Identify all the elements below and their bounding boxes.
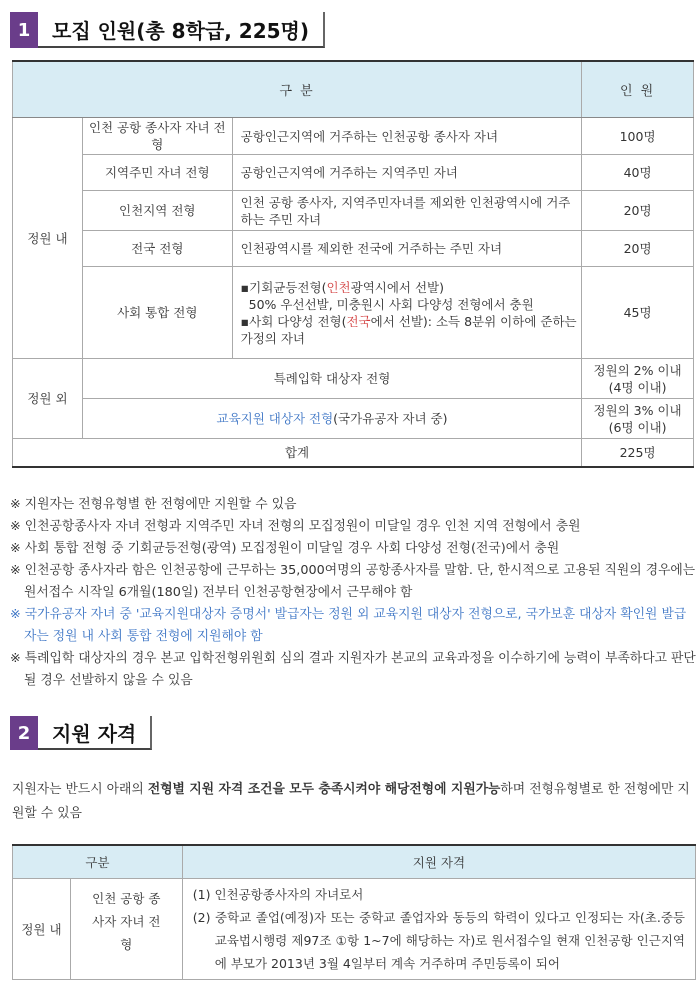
section-title: 모집 인원(총 8학급, 225명) (38, 12, 325, 48)
quota-table (12, 60, 694, 468)
count-cell: 20명 (582, 231, 694, 267)
qualification-table (12, 844, 696, 980)
table-row (13, 359, 694, 399)
desc-cell: 인천 공항 종사자, 지역주민자녀를 제외한 인천광역시에 거주하는 주민 자녀 (232, 191, 581, 231)
note-item: ※ 특례입학 대상자의 경우 본교 입학전형위원회 심의 결과 지원자가 본교의 교육과정을 이수하기에 능력이 부족하다고 판단될 경우 선발하지 않을 수 있음 (10, 651, 696, 688)
group-cell: 정원 내 (13, 879, 71, 980)
note-item: ※ 인천공항종사자 자녀 전형과 지역주민 자녀 전형의 모집정원이 미달일 경우 인천 지역 전형에서 충원 (10, 519, 581, 534)
section-number: 2 (10, 716, 38, 750)
social-line-3: ▪사회 다양성 전형(전국에서 선발): 소득 8분위 이하에 준하는 가정의 자녀 (240, 313, 577, 346)
count-cell: 정원의 3% 이내 (6명 이내) (582, 399, 694, 439)
social-line-2: 50% 우선선발, 미충원시 사회 다양성 전형에서 충원 (248, 296, 534, 312)
table-row (13, 399, 694, 439)
type-cell: 지역주민 자녀 전형 (82, 155, 232, 191)
note-item: ※ 국가유공자 자녀 중 '교육지원대상자 증명서' 발급자는 정원 외 교육지원 대상자 전형으로, 국가보훈 대상자 확인원 발급자는 정원 내 사회 통합 전형에 지원해야 함 (10, 607, 687, 644)
section-number: 1 (10, 12, 38, 48)
group-outside: 정원 외 (13, 359, 83, 439)
header-count: 인 원 (582, 61, 694, 118)
group-inside: 정원 내 (13, 118, 83, 359)
count-cell: 40명 (582, 155, 694, 191)
type-cell: 인천지역 전형 (82, 191, 232, 231)
total-label: 합계 (13, 439, 582, 467)
count-cell: 45명 (582, 267, 694, 359)
table-row (13, 191, 694, 231)
table-header-row (13, 61, 694, 118)
table-row (13, 267, 694, 359)
table-row (13, 879, 696, 980)
type-cell: 인천 공항 종사자 자녀 전형 (82, 118, 232, 155)
note-item: ※ 지원자는 전형유형별 한 전형에만 지원할 수 있음 (10, 497, 297, 512)
desc-cell: 공항인근지역에 거주하는 지역주민 자녀 (232, 155, 581, 191)
type-cell: 인천 공항 종사자 자녀 전형 (70, 879, 182, 980)
qualification-cell (182, 879, 695, 980)
count-cell: 20명 (582, 191, 694, 231)
social-line-1: ▪기회균등전형(인천광역시에서 선발) (240, 279, 445, 295)
table-row (13, 231, 694, 267)
qualification-item: (2) 중학교 졸업(예정)자 또는 중학교 졸업자와 동등의 학력이 있다고 인정되는 자(초.중등교육법시행령 제97조 ①항 1~7에 해당하는 자)로 원서접수일 현재 인천공항 인근지역에 부모가 2013년 3월 4일부터 계속 거주하며 주민등록이 되어 (192, 910, 685, 971)
notes-list (10, 494, 698, 692)
social-desc-cell (232, 267, 581, 359)
count-cell: 100명 (582, 118, 694, 155)
intro-paragraph: 지원자는 반드시 아래의 전형별 지원 자격 조건을 모두 충족시켜야 해당전형에 지원가능하며 전형유형별로 한 전형에만 지원할 수 있음 (12, 782, 690, 821)
note-item: ※ 인천공항 종사자라 함은 인천공항에 근무하는 35,000여명의 공항종사자를 말함. 단, 한시적으로 고용된 직원의 경우에는 원서접수 시작일 6개월(180일) 전부터 인천공항현장에서 근무해야 함 (10, 563, 696, 600)
desc-cell: 인천광역시를 제외한 전국에 거주하는 주민 자녀 (232, 231, 581, 267)
section-1-heading (10, 12, 325, 48)
type-cell: 특례입학 대상자 전형 (82, 359, 581, 399)
table-header-row (13, 845, 696, 879)
type-cell: 교육지원 대상자 전형(국가유공자 자녀 중) (82, 399, 581, 439)
header-qualification: 지원 자격 (182, 845, 695, 879)
section-title: 지원 자격 (38, 716, 152, 750)
table-row (13, 118, 694, 155)
header-category: 구분 (13, 845, 183, 879)
note-item: ※ 사회 통합 전형 중 기회균등전형(광역) 모집정원이 미달일 경우 사회 다양성 전형(전국)에서 충원 (10, 541, 560, 556)
table-row (13, 155, 694, 191)
qualification-item: (1) 인천공항종사자의 자녀로서 (192, 887, 364, 902)
header-category: 구 분 (13, 61, 582, 118)
count-cell: 정원의 2% 이내 (4명 이내) (582, 359, 694, 399)
type-cell: 사회 통합 전형 (82, 267, 232, 359)
total-count: 225명 (582, 439, 694, 467)
type-cell: 전국 전형 (82, 231, 232, 267)
total-row (13, 439, 694, 467)
desc-cell: 공항인근지역에 거주하는 인천공항 종사자 자녀 (232, 118, 581, 155)
section-2-heading (10, 716, 152, 750)
